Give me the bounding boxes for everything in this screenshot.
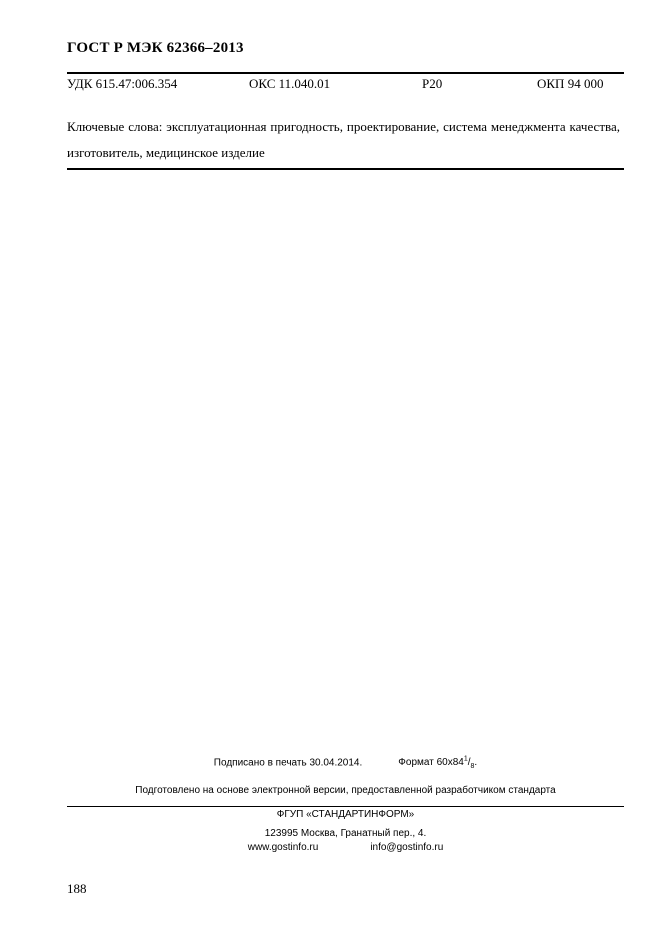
document-header-title: ГОСТ Р МЭК 62366–2013 — [67, 40, 244, 56]
group-code: Р20 — [422, 76, 443, 91]
publisher-name: ФГУП «СТАНДАРТИНФОРМ» — [276, 809, 415, 820]
print-format: Формат $60x84^1/_8$. — [398, 756, 478, 771]
publisher-address: 123995 Москва, Гранатный пер., 4. — [264, 828, 427, 839]
header-divider — [67, 72, 624, 74]
keywords-divider — [67, 168, 624, 170]
imprint-divider — [67, 806, 624, 807]
signed-print-line — [67, 756, 624, 770]
prepared-note: Подготовлено на основе электронной версии, предоставленной разработчиком стандарта — [135, 785, 556, 796]
email-link[interactable]: info@gostinfo.ru — [370, 842, 444, 853]
page-number: 188 — [67, 881, 87, 896]
publisher-contacts — [67, 842, 624, 853]
keywords-paragraph: Ключевые слова: эксплуатационная пригодность, проектирование, система менеджмента качества, изготовитель, медицинское изделие — [67, 119, 620, 160]
okp-code: ОКП 94 000 — [537, 76, 604, 91]
udk-code: УДК 615.47:006.354 — [67, 76, 178, 91]
oks-code: ОКС 11.040.01 — [249, 76, 331, 91]
website-link[interactable]: www.gostinfo.ru — [247, 842, 319, 853]
signed-date: Подписано в печать 30.04.2014. — [213, 757, 363, 769]
classification-row — [67, 76, 617, 94]
